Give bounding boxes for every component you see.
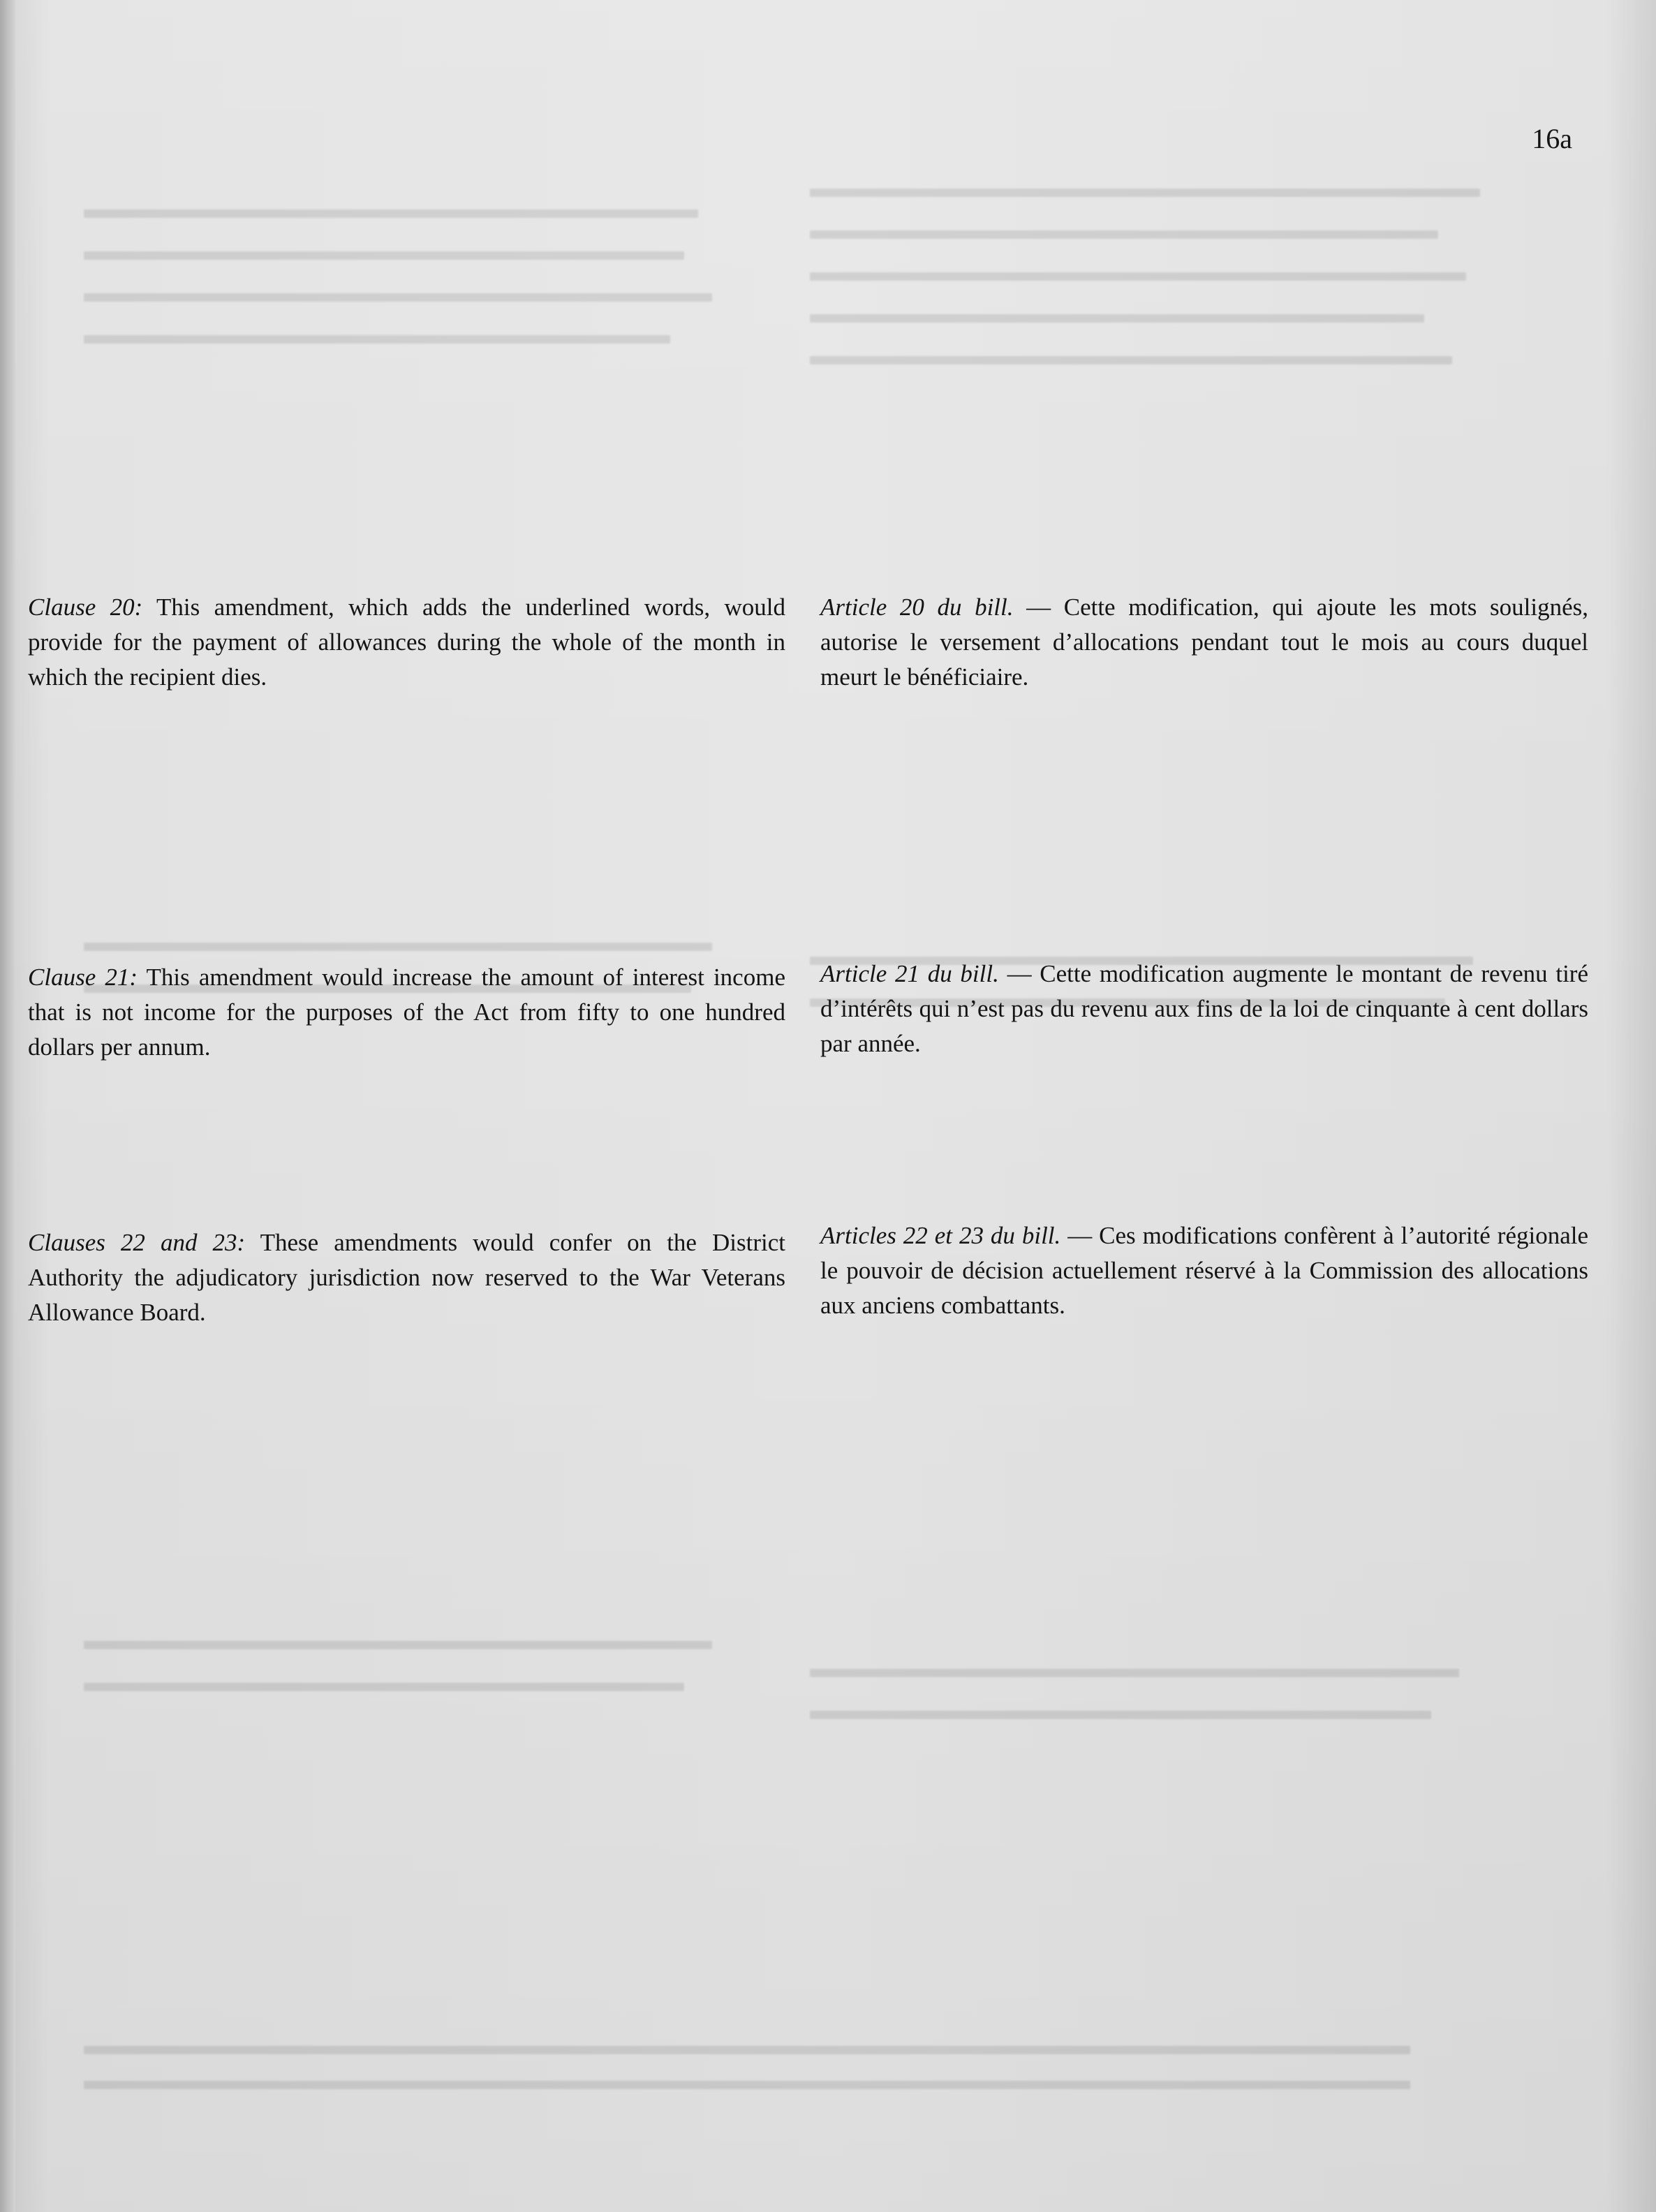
clauses-22-23-text: These amendments would confer on the District Authority the adjudicatory jurisdiction now reserved to the War Veterans Allowance Board.	[28, 1229, 785, 1326]
article-21-label: Article 21 du bill.	[820, 960, 999, 987]
article-20-text: — Cette modification, qui ajoute les mots soulignés, autorise le versement d’allocations pendant tout le mois au cours duquel meurt le bénéficiaire.	[820, 593, 1588, 691]
article-21-note-french	[820, 957, 1588, 1061]
article-20-note-french	[820, 590, 1588, 695]
clause-20-text: This amendment, which adds the underlined words, would provide for the payment of allowances during the whole of the month in which the recipient dies.	[28, 593, 785, 691]
clause-21-note-english	[28, 960, 785, 1065]
article-20-label: Article 20 du bill.	[820, 593, 1014, 621]
clauses-22-23-note-english	[28, 1225, 785, 1330]
clause-20-label: Clause 20:	[28, 593, 143, 621]
reverse-side-show-through	[42, 105, 1606, 2130]
articles-22-23-text: — Ces modifications confèrent à l’autorité régionale le pouvoir de décision actuellement réservé à la Commission des allocations aux anciens combattants.	[820, 1222, 1588, 1319]
article-21-text: — Cette modification augmente le montant de revenu tiré d’intérêts qui n’est pas du revenu aux fins de la loi de cinquante à cent dollars par année.	[820, 960, 1588, 1057]
clauses-22-23-label: Clauses 22 and 23:	[28, 1229, 246, 1256]
page-number: 16a	[1532, 123, 1572, 154]
clause-20-note-english	[28, 590, 785, 695]
clause-21-text: This amendment would increase the amount of interest income that is not income for the purposes of the Act from fifty to one hundred dollars per annum.	[28, 964, 785, 1061]
articles-22-23-label: Articles 22 et 23 du bill.	[820, 1222, 1061, 1249]
clause-21-label: Clause 21:	[28, 964, 138, 991]
articles-22-23-note-french	[820, 1218, 1588, 1323]
page-binding-edge	[0, 0, 15, 2212]
